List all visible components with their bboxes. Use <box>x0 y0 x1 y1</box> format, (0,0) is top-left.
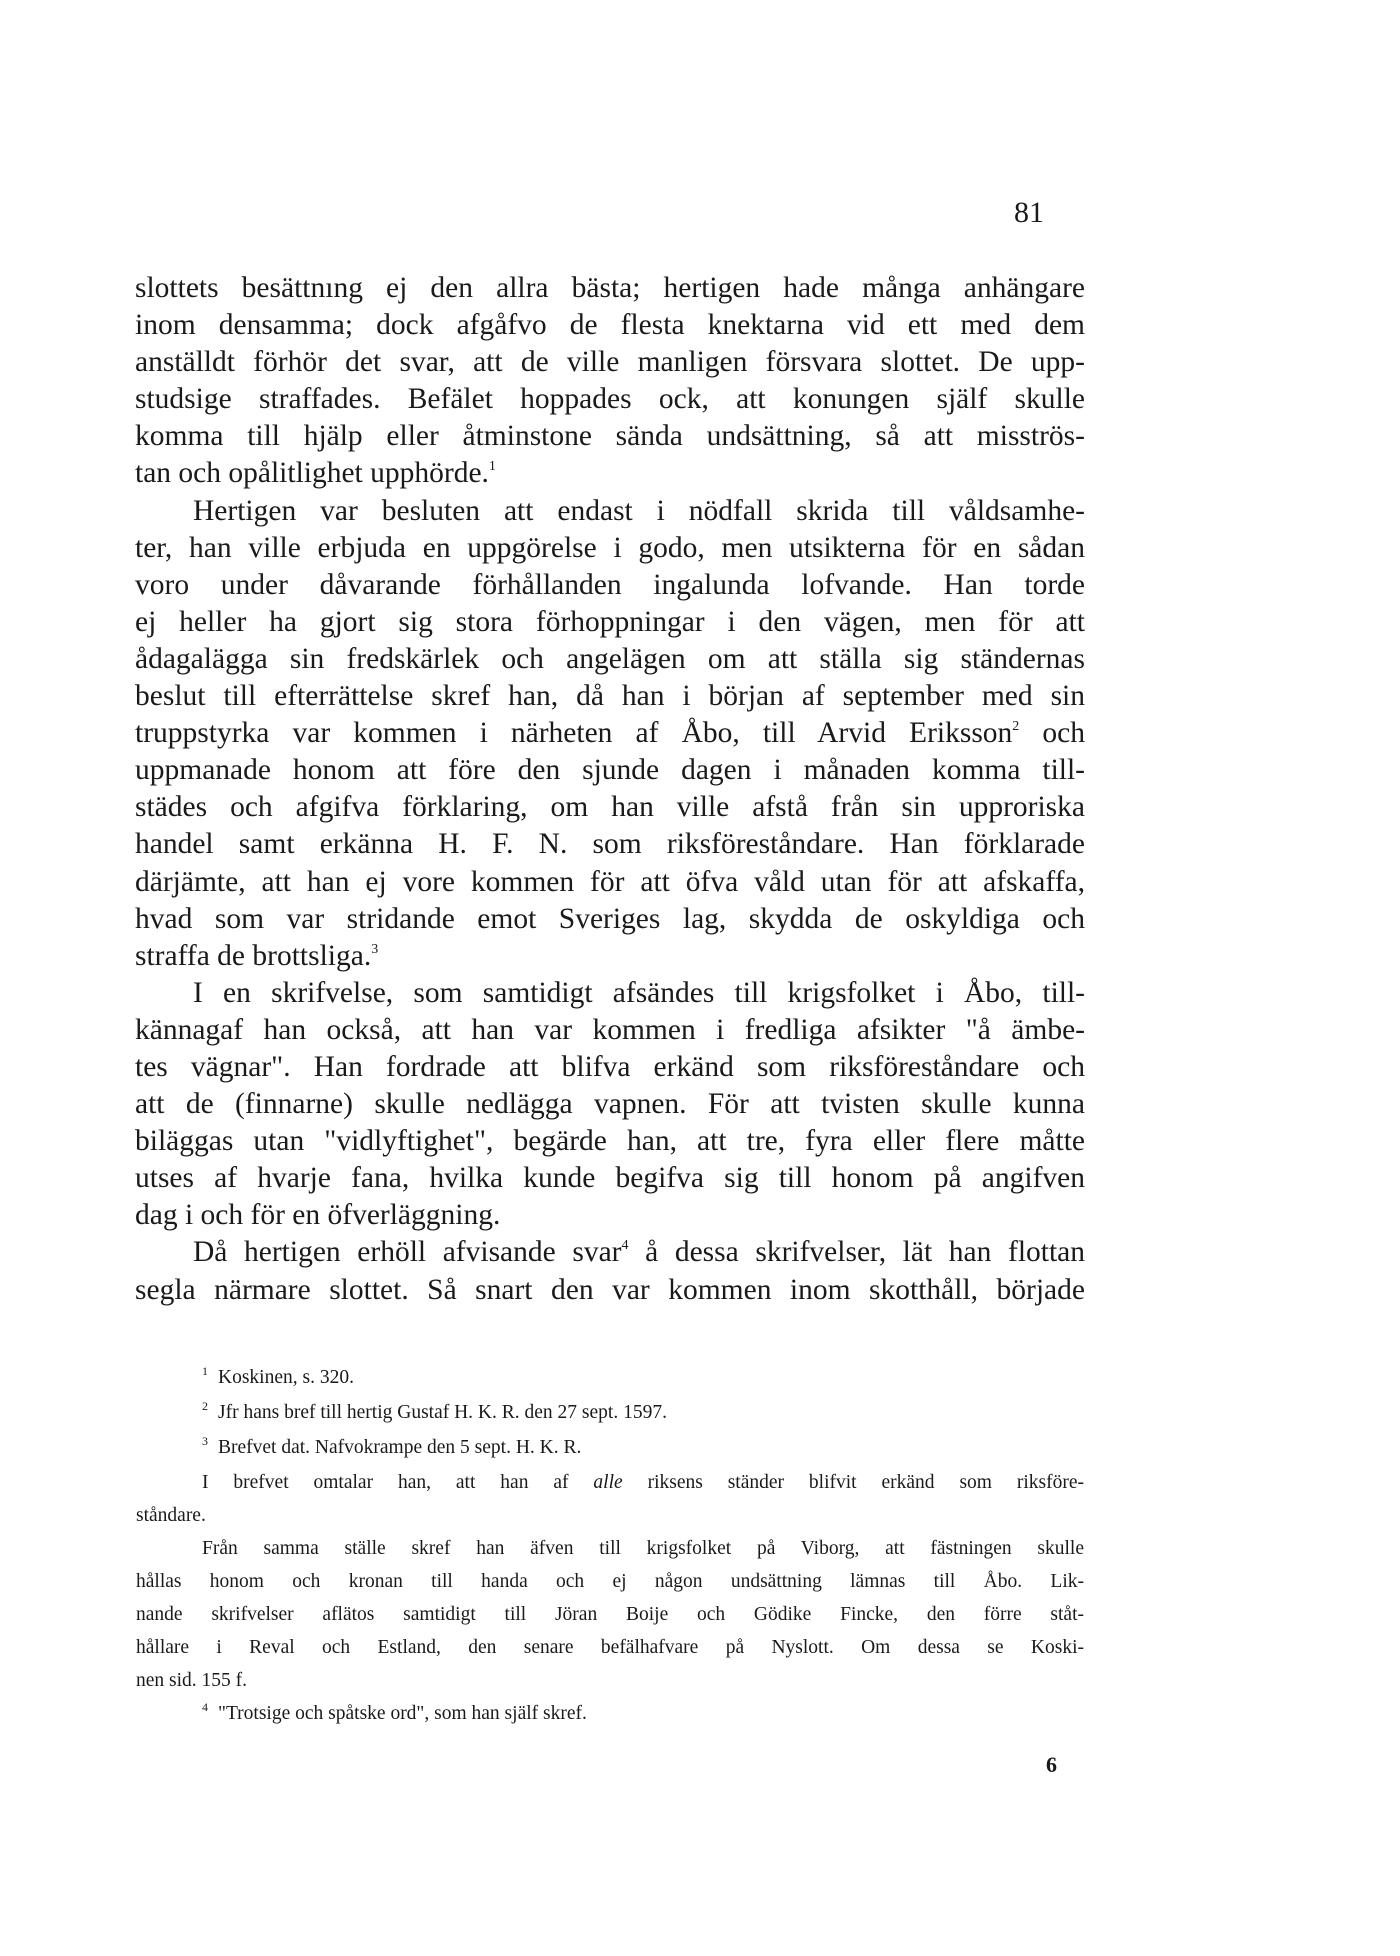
footnote-text: Brefvet dat. Nafvokrampe den 5 sept. H. K. R. <box>218 1437 582 1458</box>
text-line-tail: och <box>1019 717 1085 750</box>
text-line: uppmanade honom att före den sjunde dagen i månaden komma till- <box>135 754 1085 787</box>
text-line: studsige straffades. Befälet hoppades ock, att konungen själf skulle <box>135 383 1085 416</box>
text-line-content: tan och opålitlighet upphörde. <box>135 457 489 490</box>
sheet-signature: 6 <box>1046 1752 1057 1777</box>
text-line: ej heller ha gjort sig stora förhoppningar i den vägen, men för att <box>135 605 1085 638</box>
text-line: hvad som var stridande emot Sveriges lag, skydda de oskyldiga och <box>135 902 1085 935</box>
text-line <box>135 455 1085 492</box>
text-line: slottets besättnıng ej den allra bästa; hertigen hade många anhängare <box>135 272 1085 304</box>
text-line-content: Då hertigen erhöll afvisande svar <box>193 1236 622 1269</box>
footnote-text: Från samma ställe skref han äfven till krigsfolket på Viborg, att fästningen skulle <box>202 1538 1084 1559</box>
footnote-text: Jfr hans bref till hertig Gustaf H. K. R. den 27 sept. 1597. <box>218 1402 667 1423</box>
footnote <box>202 1697 1084 1732</box>
footnote-continuation: nen sid. 155 f. <box>136 1670 248 1691</box>
footnote-mark: 1 <box>202 1364 208 1378</box>
footnote-continuation <box>136 1532 1084 1565</box>
footnote <box>202 1396 1084 1431</box>
text-line: utses af hvarje fana, hvilka kunde begifva sig till honom på angifven <box>135 1162 1085 1195</box>
footnote-continuation: hållas honom och kronan till handa och ej någon undsättning lämnas till Åbo. Lik- <box>136 1571 1084 1592</box>
text-line: beslut till efterrättelse skref han, då han i början af september med sin <box>135 680 1085 713</box>
footnote-emphasis: alle <box>593 1472 623 1493</box>
footnote-ref: 1 <box>488 459 496 475</box>
footnote-mark: 3 <box>202 1434 208 1448</box>
text-line: Hertigen var besluten att endast i nödfall skrida till våldsamhe- <box>193 494 1085 527</box>
footnote-ref: 3 <box>371 941 379 957</box>
text-line: inom densamma; dock afgåfvo de flesta knektarna vid ett med dem <box>135 309 1085 342</box>
text-line-content: straffa de brottsliga. <box>135 939 372 972</box>
text-line: tes vägnar". Han fordrade att blifva erkänd som riksföreståndare och <box>135 1050 1085 1083</box>
footnote-continuation <box>136 1466 1084 1499</box>
footnote-mark: 4 <box>202 1700 208 1714</box>
text-line: handel samt erkänna H. F. N. som riksföreståndare. Han förklarade <box>135 828 1085 861</box>
text-line: voro under dåvarande förhållanden ingalunda lofvande. Han torde <box>135 568 1085 601</box>
footnote-ref: 2 <box>1012 719 1020 735</box>
text-line: kännagaf han också, att han var kommen i fredliga afsikter "å ämbe- <box>135 1013 1085 1046</box>
text-line: ådagalägga sin fredskärlek och angelägen om att ställa sig ständernas <box>135 642 1085 675</box>
text-line: I en skrifvelse, som samtidigt afsändes till krigsfolket i Åbo, till- <box>193 976 1085 1009</box>
text-line: komma till hjälp eller åtminstone sända undsättning, så att misströs- <box>135 420 1085 453</box>
text-line-tail: å dessa skrifvelser, lät han flottan <box>628 1236 1085 1269</box>
page-number: 81 <box>1014 196 1044 229</box>
text-line: därjämte, att han ej vore kommen för att öfva våld utan för att afskaffa, <box>135 865 1085 898</box>
text-line: anställdt förhör det svar, att de ville manligen försvara slottet. De upp- <box>135 346 1085 379</box>
footnote-text: riksens ständer blifvit erkänd som riksföre- <box>622 1472 1085 1493</box>
footnote-ref: 4 <box>621 1238 629 1254</box>
text-line: biläggas utan "vidlyftighet", begärde han, att tre, fyra eller flere måtte <box>135 1125 1085 1158</box>
text-line <box>135 715 1085 752</box>
text-line <box>135 938 1085 975</box>
footnote-text: Koskinen, s. 320. <box>218 1367 354 1388</box>
text-line: segla närmare slottet. Så snart den var kommen inom skotthåll, började <box>135 1273 1085 1306</box>
footnote-text: "Trotsige och spåtske ord", som han själf skref. <box>218 1703 587 1724</box>
footnote <box>202 1431 1084 1466</box>
text-line: städes och afgifva förklaring, om han ville afstå från sin upproriska <box>135 791 1085 824</box>
text-line <box>135 1234 1085 1271</box>
footnote-mark: 2 <box>202 1399 208 1413</box>
text-line: dag i och för en öfverläggning. <box>135 1199 501 1232</box>
footnote-continuation: nande skrifvelser aflätos samtidigt till Jöran Boije och Gödike Fincke, den förre ståt- <box>136 1604 1084 1625</box>
footnote <box>202 1361 1084 1396</box>
text-line-content: truppstyrka var kommen i närheten af Åbo, till Arvid Eriksson <box>135 717 1013 750</box>
footnotes <box>136 1361 1085 1732</box>
footnote-continuation: ståndare. <box>136 1505 206 1526</box>
text-line: ter, han ville erbjuda en uppgörelse i godo, men utsikterna för en sådan <box>135 531 1085 564</box>
footnote-text: I brefvet omtalar han, att han af <box>202 1472 594 1493</box>
footnote-continuation: hållare i Reval och Estland, den senare befälhafvare på Nyslott. Om dessa se Koski- <box>136 1637 1084 1658</box>
text-line: att de (finnarne) skulle nedlägga vapnen. För att tvisten skulle kunna <box>135 1088 1085 1121</box>
main-text <box>135 270 1085 1309</box>
